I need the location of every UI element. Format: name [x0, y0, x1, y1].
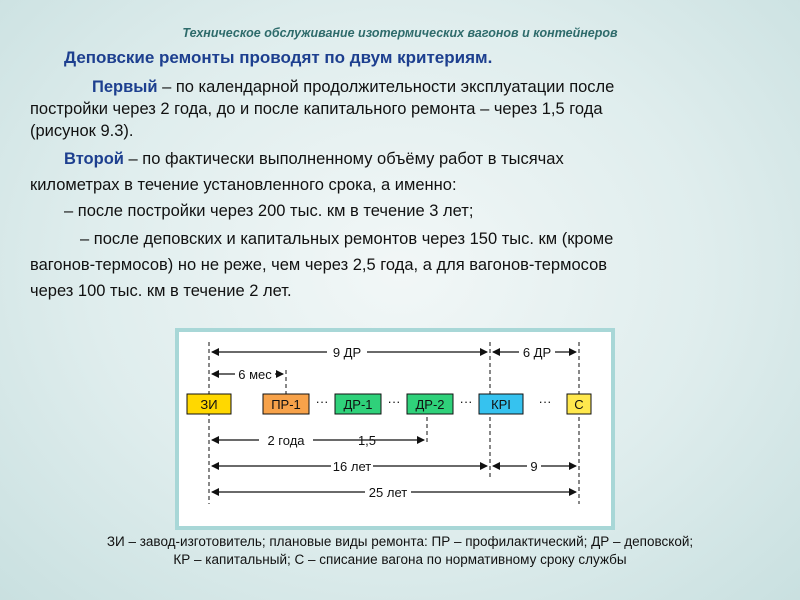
item2-line2: вагонов-термосов) но не реже, чем через 2,5 года, а для вагонов-термосов — [30, 256, 608, 274]
box-dr1-label: ДР-1 — [343, 397, 373, 412]
ellipsis-4: ··· — [538, 394, 552, 409]
lead-statement: Деповские ремонты проводят по двум критериям. — [64, 48, 493, 67]
figure-9-3 — [175, 328, 615, 530]
box-pr1-label: ПР-1 — [271, 397, 301, 412]
label-16let: 16 лет — [332, 459, 372, 474]
criterion-second — [30, 146, 765, 198]
label-9: 9 — [530, 459, 538, 474]
ellipsis-2: ··· — [387, 394, 401, 409]
box-dr2-label: ДР-2 — [415, 397, 445, 412]
second-line2: километрах в течение установленного срока, а именно: — [30, 176, 457, 194]
item2-line3: через 100 тыс. км в течение 2 лет. — [30, 282, 292, 300]
box-zi-label: ЗИ — [200, 397, 218, 412]
label-1-5: 1,5 — [357, 433, 377, 448]
label-9dr: 9 ДР — [332, 345, 362, 360]
label-6mes: 6 мес — [238, 367, 272, 382]
label-2goda: 2 года — [267, 433, 305, 448]
slide-header: Техническое обслуживание изотермических вагонов и контейнеров — [182, 26, 618, 40]
box-kr-label: КРI — [491, 397, 511, 412]
criterion-first — [30, 76, 765, 142]
ellipsis-3: ··· — [459, 394, 473, 409]
item-after-repairs — [30, 226, 765, 304]
first-line1: – по календарной продолжительности эксплуатации после — [162, 78, 615, 96]
second-line1: – по фактически выполненному объёму работ в тысячах — [128, 150, 564, 168]
box-c-label: С — [574, 397, 584, 412]
label-6dr: 6 ДР — [522, 345, 552, 360]
ellipsis-1: ··· — [315, 394, 329, 409]
label-25let: 25 лет — [368, 485, 408, 500]
caption-line1: ЗИ – завод-изготовитель; плановые виды ремонта: ПР – профилактический; ДР – деповской; — [106, 534, 694, 549]
caption-line2: КР – капитальный; С – списание вагона по нормативному сроку службы — [173, 552, 627, 567]
item-after-build: – после постройки через 200 тыс. км в течение 3 лет; — [64, 202, 474, 220]
first-keyword: Первый — [92, 78, 158, 96]
repair-timeline-diagram — [179, 332, 611, 526]
second-keyword: Второй — [64, 150, 124, 168]
first-line3: (рисунок 9.3). — [30, 122, 134, 140]
item2-line1: – после деповских и капитальных ремонтов через 150 тыс. км (кроме — [80, 230, 614, 248]
first-line2: постройки через 2 года, до и после капитального ремонта – через 1,5 года — [30, 100, 603, 118]
